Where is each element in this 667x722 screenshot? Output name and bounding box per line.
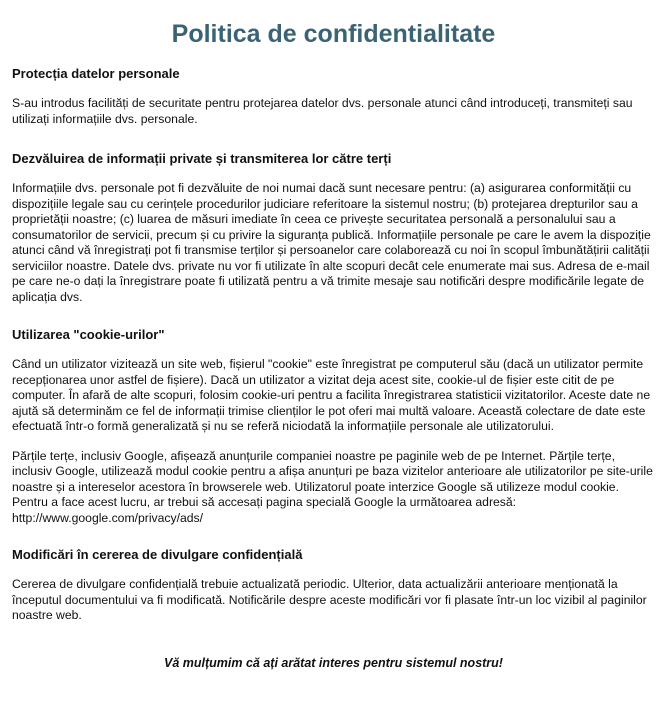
section-heading: Modificări în cererea de divulgare confidențială [12, 547, 303, 562]
page-title: Politica de confidentialitate [171, 20, 496, 48]
section-cookies [12, 327, 655, 526]
section-data-protection [12, 66, 655, 127]
closing-message: Vă mulțumim că ați arătat interes pentru sistemul nostru! [164, 655, 503, 670]
section-paragraph: Informațiile dvs. personale pot fi dezvăluite de noi numai dacă sunt necesare pentru: (a) asigurarea conformității cu dispozițiile legale sau cu cerințele procedurilor judiciare referitoare la sistemul nostru; (b) protejarea drepturilor sau a proprietății noastre; (c) luarea de măsuri imediate în ceea ce privește securitatea personală a personalului sau a consumatorilor de servicii, precum și cu privire la siguranța publică. Informațiile personale pe care le avem la dispoziție atunci când vă înregistrați pot fi transmise terților și persoanelor care colaborează cu noi în scopul îmbunătățirii calității serviciilor noastre. Datele dvs. private nu vor fi utilizate în alte scopuri decât cele enumerate mai sus. Adresa de e-mail pe care ne-o dați la înregistrare poate fi utilizată pentru a vă trimite mesaje sau notificări despre modificările legate de aplicația dvs. [12, 181, 651, 304]
section-disclosure [12, 151, 655, 305]
section-heading: Protecția datelor personale [12, 66, 180, 81]
section-paragraph: Părțile terțe, inclusiv Google, afișează anunțurile companiei noastre pe paginile web de pe Internet. Părțile terțe, inclusiv Google, utilizează modul cookie pentru a afișa anunțuri pe baza vizitelor anterioare ale utilizatorilor pe site-urile noastre și a intereselor acestora în browserele web. Utilizatorul poate interzice Google să utilizeze modul cookie. Pentru a face acest lucru, ar trebui să accesați pagina specială Google la următoarea adresă: http://www.google.com/privacy/ads/ [12, 448, 653, 525]
section-heading: Utilizarea "cookie-urilor" [12, 327, 165, 342]
section-policy-changes [12, 547, 655, 624]
section-paragraph: S-au introdus facilități de securitate pentru protejarea datelor dvs. personale atunci când introduceți, transmiteți sau utilizați informațiile dvs. personale. [12, 96, 633, 126]
section-heading: Dezvăluirea de informații private și transmiterea lor către terți [12, 151, 392, 166]
section-paragraph: Când un utilizator vizitează un site web, fișierul "cookie" este înregistrat pe computerul său (dacă un utilizator permite recepționarea unor astfel de fișiere). Dacă un utilizator a vizitat deja acest site, cookie-ul de fișier este citit de pe computer. În afară de alte scopuri, folosim cookie-uri pentru a facilita înregistrarea statisticii vizitatorilor. Aceste date ne ajută să determinăm ce fel de informații trimise clienților le pot oferi mai multă valoare. Această colectare de date este efectuată într-o formă generalizată și nu se referă niciodată la informațiile personale ale utilizatorului. [12, 357, 651, 433]
privacy-policy-page [0, 19, 667, 671]
section-paragraph: Cererea de divulgare confidențială trebuie actualizată periodic. Ulterior, data actualizării anterioare menționată la începutul documentului va fi modificată. Notificările despre aceste modificări vor fi plasate într-un loc vizibil al paginilor noastre web. [12, 577, 647, 622]
